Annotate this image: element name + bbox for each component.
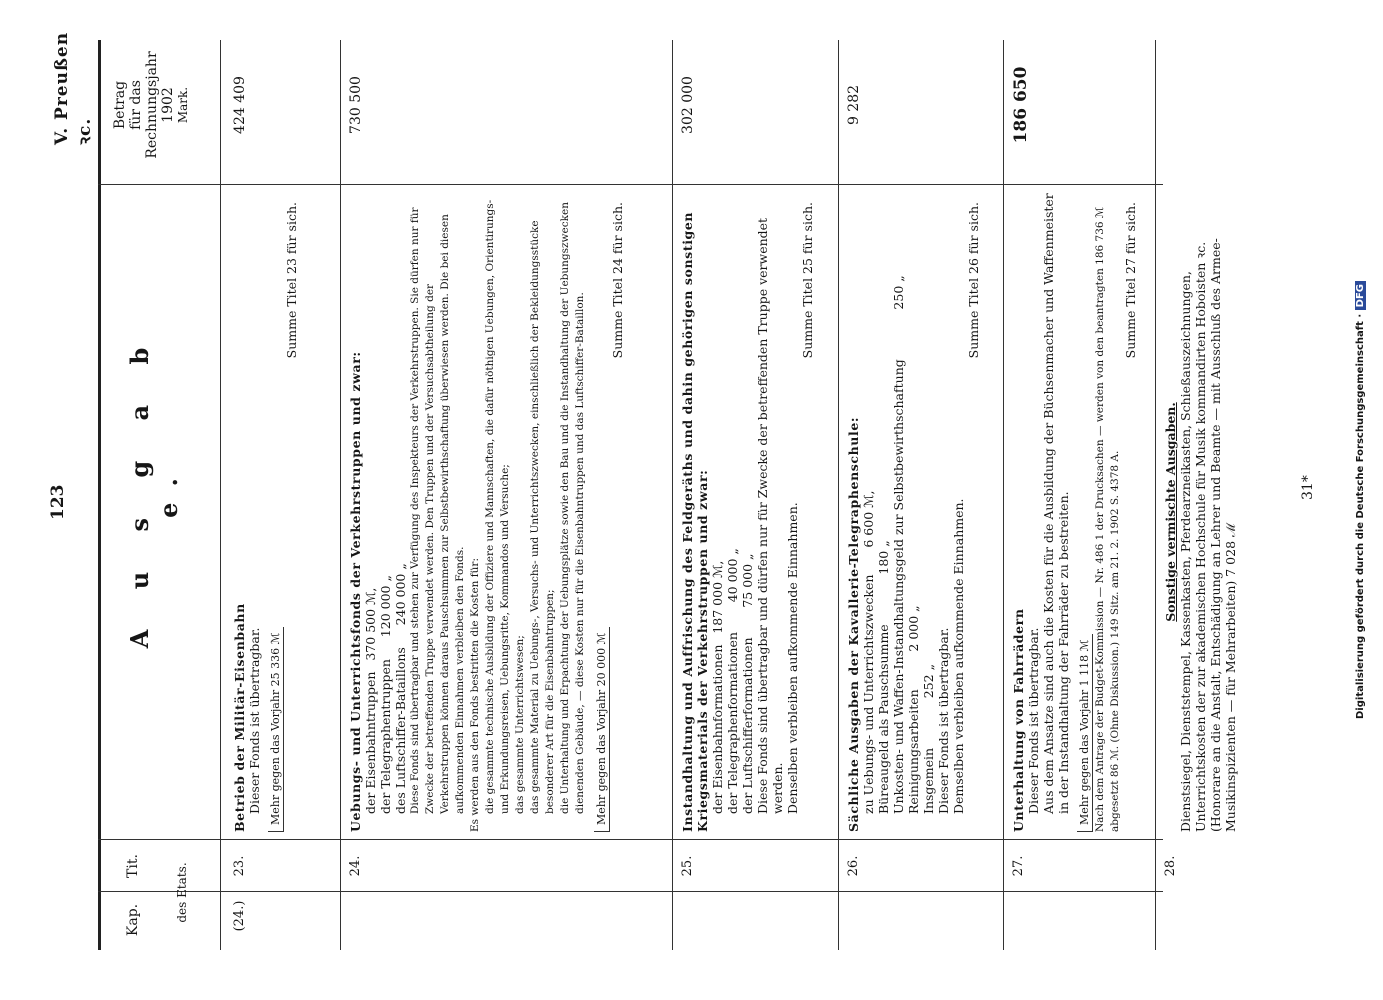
section-tit-26 [846, 192, 981, 832]
section-line: Demselben verbleiben aufkommende Einnahmen. [951, 498, 966, 814]
section-title: Sächliche Ausgaben der Kavallerie-Telegraphenschule: [846, 416, 861, 832]
list-item: der Luftschifferformationen 75 000 „ [740, 553, 755, 814]
digitization-credit: Digitalisierung gefördert durch die Deutsche Forschungsgemeinschaft · DFG [1355, 10, 1366, 990]
tit-cell: 24. [348, 855, 363, 877]
section-line: Dieser Fonds ist übertragbar. [247, 627, 262, 814]
sum-line: Summe Titel 24 für sich. [610, 202, 625, 359]
list-item: der Telegraphenformationen 40 000 „ [725, 548, 740, 814]
sum-line: Summe Titel 27 für sich. [1123, 202, 1138, 359]
section-tit-25 [680, 192, 815, 832]
section-rule [838, 40, 839, 950]
section-title: Uebungs- und Unterrichtsfonds der Verkehrstruppen und zwar: [348, 351, 363, 832]
note-box: Mehr gegen das Vorjahr 1 118 ℳ [1077, 634, 1093, 832]
footer-mark: 31* [1300, 475, 1316, 500]
list-item: Büreaugeld als Pauschsumme 180 „ [876, 540, 891, 814]
section-line: die Unterhaltung und Erpachtung der Uebungsplätze sowie den Bau und die Instandhaltung der Uebungszwecken dienenden Gebäude, — diese Kosten nur für die Eisenbahntruppen und das Luftschiffer-Bataillon. [559, 202, 586, 814]
list-item: des Luftschiffer-Bataillons 240 000 „ [393, 563, 408, 814]
top-rule [98, 40, 101, 950]
header-rule [220, 40, 221, 950]
section-title: Instandhaltung und Auffrischung des Feldgeräths und dahin gehörigen sonstigen Kriegsmaterials der Verkehrstruppen und zwar: [680, 211, 710, 832]
section-line: Diese Fonds sind übertragbar und stehen zur Verfügung des Inspekteurs der Verkehrstruppen. Sie dürfen nur für Zwecke der betreffenden Truppe verwendet werden. Den Truppen und der Versuchsabtheilung der Verkehrstruppen können daraus Pauschsummen zur Selbstbewirthschaftung überwiesen werden. Die bei diesen aufkommenden Einnahmen verbleiben den Fonds. [409, 207, 466, 814]
section-rule [1003, 40, 1004, 950]
header-tit: Tit. [125, 854, 141, 878]
header-kap: Kap. [125, 903, 141, 937]
list-item: Reinigungsarbeiten 2 000 „ [906, 605, 921, 814]
sum-line: Summe Titel 25 für sich. [800, 202, 815, 359]
section-tit-27 [1011, 192, 1138, 832]
note-box: Mehr gegen das Vorjahr 20 000 ℳ [594, 627, 610, 832]
chapter-heading: V. Preußen ꝛc. [52, 31, 95, 145]
amount-cell: 186 650 [1011, 66, 1031, 144]
list-item: zu Uebungs- und Unterrichtszwecken 6 600 ℳ, [861, 490, 876, 814]
list-item: der Eisenbahnformationen 187 000 ℳ, [710, 560, 725, 814]
list-item: Insgemein 252 „ [921, 663, 936, 814]
dfg-logo: DFG [1355, 281, 1366, 310]
amount-cell: 302 000 [680, 76, 696, 134]
section-line: Dienstsiegel, Dienststempel, Kassenkasten, Pferdearzneikasten, Schießauszeichnungen, Unterrichtskosten der zur akademischen Hochschule für Musik kommandirten Hoboisten ꝛc. (Honorare an die Anstalt, Entschädigung an Lehrer und Beamte — mit Ausschluß des Armee-Musikinspizienten — für Mehrarbeiten) 7 028 ℳ [1178, 238, 1238, 832]
tit-cell: 27. [1011, 855, 1026, 877]
list-item: der Eisenbahntruppen 370 500 ℳ, [363, 587, 378, 814]
tit-cell: 23. [232, 855, 247, 877]
amount-cell: 9 282 [846, 84, 862, 126]
section-line: Es werden aus den Fonds bestritten die Kosten für: [469, 558, 481, 832]
section-title: Unterhaltung von Fahrrädern [1011, 608, 1026, 832]
section-tit-23 [232, 192, 299, 832]
section-rule [1155, 40, 1156, 950]
tit-cell: 28. [1163, 855, 1178, 877]
section-line: Dieser Fonds ist übertragbar. [936, 627, 951, 814]
sum-line: Summe Titel 26 für sich. [966, 202, 981, 359]
page-title: A u s g a b e. [125, 331, 183, 649]
list-item: der Telegraphentruppen 120 000 „ [378, 575, 393, 814]
section-line: Aus dem Ansatze sind auch die Kosten für die Ausbildung der Büchsenmacher und Waffenmeister in der Instandhaltung der Fahrräder zu bestreiten. [1041, 193, 1071, 814]
commission-note: Nach dem Antrage der Budget-Kommission — Nr. 486 1 der Drucksachen — werden von den beantragten 186 736 ℳ abgesetzt 86 ℳ. (Ohne Diskussion.) 149 Sitz. am 21. 2. 1902 S. 4378 A. [1094, 206, 1121, 832]
section-line: das gesammte Unterrichtswesen; [514, 635, 526, 814]
section-line: die gesammte technische Ausbildung der Offiziere und Mannschaften, die dafür nöthigen Uebungen, Orientirungs- und Erkundungsreisen, Uebungsritte, Kommandos und Versuche; [484, 199, 511, 814]
section-rule [340, 40, 341, 950]
section-line: das gesammte Material zu Uebungs-, Versuchs- und Unterrichtszwecken, einschließlich der Bekleidungsstücke besonderer Art für die Eisenbahntruppen; [529, 220, 556, 814]
page-number: 123 [48, 484, 68, 520]
header-des-etats: des Etats. [175, 862, 189, 923]
section-rule [672, 40, 673, 950]
list-item: Unkosten- und Waffen-Instandhaltungsgeld zur Selbstbewirthschaftung 250 „ [891, 275, 906, 814]
tit-cell: 25. [680, 855, 695, 877]
sum-line: Summe Titel 23 für sich. [284, 202, 299, 359]
note-box: Mehr gegen das Vorjahr 25 336 ℳ [268, 627, 284, 832]
header-amount: Betrag für das Rechnungsjahr 1902 Mark. [112, 51, 190, 159]
amount-cell: 424 409 [232, 76, 248, 134]
section-line: Dieser Fonds ist übertragbar. [1026, 627, 1041, 814]
section-title: Betrieb der Militär-Eisenbahn [232, 603, 247, 832]
section-tit-24 [348, 192, 625, 832]
amount-cell: 730 500 [348, 76, 364, 134]
section-tit-28 [1163, 192, 1238, 832]
kap-cell: (24.) [232, 900, 247, 932]
section-title: Sonstige vermischte Ausgaben. [1163, 402, 1178, 622]
section-line: Denselben verbleiben aufkommende Einnahmen. [785, 502, 800, 814]
section-line: Diese Fonds sind übertragbar und dürfen nur für Zwecke der betreffenden Truppe verwendet werden. [755, 217, 785, 814]
tit-cell: 26. [846, 855, 861, 877]
